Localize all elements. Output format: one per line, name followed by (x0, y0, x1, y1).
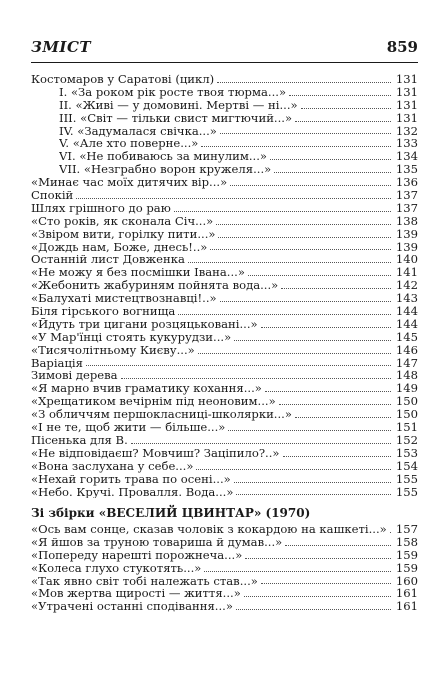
toc-leader-dots (198, 353, 391, 354)
toc-entry (31, 266, 418, 279)
toc-entry-title: I. «За роком рік росте твоя тюрма...» (59, 85, 287, 99)
toc-entry-page: 155 (395, 484, 418, 499)
toc-entry-title: VI. «Не побиваюсь за минулим...» (59, 150, 267, 164)
toc-entry-title: II. «Живі — у домовині. Мертві — ні...» (59, 98, 298, 112)
toc-entry (31, 536, 418, 549)
toc-entry-title: VII. «Незграбно ворон кружеля...» (59, 163, 272, 177)
toc-entry-page: 135 (395, 162, 418, 177)
toc-leader-dots (188, 262, 391, 263)
toc-leader-dots (220, 301, 391, 302)
toc-leader-dots (245, 558, 391, 559)
toc-list-section (31, 523, 418, 613)
toc-entry (31, 473, 418, 486)
toc-leader-dots (281, 288, 391, 289)
toc-entry (31, 305, 418, 318)
toc-entry-page: 150 (395, 394, 418, 409)
toc-entry (31, 279, 418, 292)
toc-leader-dots (230, 185, 391, 186)
toc-entry-title: «І не те, щоб жити — більше...» (31, 421, 226, 434)
toc-leader-dots (196, 469, 391, 470)
header-page-number: 859 (386, 38, 418, 56)
toc-leader-dots (174, 211, 391, 212)
toc-entry-page: 152 (395, 432, 418, 447)
toc-entry-page: 151 (395, 420, 418, 435)
toc-entry (31, 434, 418, 447)
toc-entry-title: «Утрачені останні сподівання...» (31, 600, 233, 614)
toc-entry (31, 357, 418, 370)
toc-entry-title: «Небо. Кручі. Провалля. Вода...» (31, 485, 234, 499)
toc-entry-title: IV. «Задумалася свічка...» (59, 124, 217, 138)
toc-entry-title: Спокій (31, 189, 74, 202)
toc-leader-dots (244, 596, 391, 597)
toc-entry-title: «Я марно вчив граматику кохання...» (31, 382, 262, 396)
toc-entry (31, 163, 418, 176)
toc-entry (31, 150, 418, 163)
toc-leader-dots (220, 133, 391, 134)
toc-leader-dots (216, 224, 391, 225)
toc-entry (31, 523, 418, 536)
toc-entry-title: «Не можу я без посмішки Івана...» (31, 266, 245, 280)
toc-entry-page: 161 (395, 599, 418, 614)
toc-entry-title: «Хрещатиком вечірнім під неоновим...» (31, 395, 276, 409)
toc-leader-dots (261, 327, 391, 328)
toc-entry (31, 344, 418, 357)
toc-leader-dots (228, 430, 391, 431)
toc-entry-title: «Сто років, як сконала Січ...» (31, 214, 214, 228)
toc-leader-dots (265, 391, 391, 392)
toc-entry (31, 395, 418, 408)
toc-entry-page: 139 (395, 239, 418, 254)
header-divider (31, 62, 418, 63)
toc-entry-page: 138 (395, 213, 418, 228)
toc-entry (31, 292, 418, 305)
toc-entry (31, 253, 418, 266)
toc-entry-page: 150 (395, 407, 418, 422)
toc-entry-page: 131 (395, 110, 418, 125)
toc-entry (31, 575, 418, 588)
toc-entry-title: «Ось вам сонце, сказав чоловік з кокардою на кашкеті...» (31, 523, 387, 536)
toc-entry-title: «Звіром вити, горілку пити...» (31, 227, 216, 241)
toc-entry-page: 160 (395, 573, 418, 588)
toc-entry-page: 159 (395, 560, 418, 575)
toc-entry-page: 131 (395, 97, 418, 112)
toc-leader-dots (178, 314, 391, 315)
toc-entry-page: 147 (395, 355, 418, 370)
toc-entry-title: Шлях грішного до раю (31, 201, 171, 215)
toc-entry-page: 142 (395, 278, 418, 293)
toc-entry-title: Зимові дерева (31, 369, 118, 383)
toc-leader-dots (121, 378, 391, 379)
header-title: ЗМІСТ (31, 38, 92, 56)
toc-entry-page: 132 (395, 123, 418, 138)
toc-entry-page: 149 (395, 381, 418, 396)
toc-entry (31, 460, 418, 473)
toc-entry-page: 134 (395, 149, 418, 164)
toc-entry-page: 144 (395, 316, 418, 331)
toc-leader-dots (270, 159, 391, 160)
toc-entry (31, 486, 418, 499)
toc-entry (31, 176, 418, 189)
toc-entry (31, 137, 418, 150)
toc-leader-dots (289, 95, 391, 96)
toc-entry-page: 155 (395, 471, 418, 486)
toc-entry-page: 143 (395, 291, 418, 306)
toc-entry-page: 144 (395, 304, 418, 319)
toc-leader-dots (274, 172, 391, 173)
toc-entry-page: 140 (395, 252, 418, 267)
toc-entry-page: 133 (395, 136, 418, 151)
toc-entry-title: «Не відповідаєш? Мовчиш? Заціпило?..» (31, 446, 280, 460)
toc-entry-title: «Так явно світ тобі належать став...» (31, 574, 258, 588)
toc-entry-page: 153 (395, 445, 418, 460)
toc-entry-page: 137 (395, 188, 418, 203)
toc-entry (31, 125, 418, 138)
page-header (31, 38, 418, 58)
toc-leader-dots (283, 456, 391, 457)
toc-entry-title: Варіація (31, 356, 83, 370)
toc-entry (31, 447, 418, 460)
toc-entry (31, 202, 418, 215)
toc-leader-dots (131, 443, 391, 444)
toc-entry-title: «Минає час моїх дитячих вір...» (31, 176, 228, 190)
toc-entry (31, 331, 418, 344)
toc-entry-title: «Колеса глухо стукотять...» (31, 561, 202, 575)
toc-entry (31, 549, 418, 562)
toc-entry (31, 228, 418, 241)
section-heading: Зі збірки «ВЕСЕЛИЙ ЦВИНТАР» (1970) (31, 506, 311, 520)
toc-leader-dots (248, 275, 391, 276)
toc-leader-dots (390, 532, 391, 533)
toc-entry (31, 382, 418, 395)
toc-entry-title: III. «Світ — тільки свист мигтючий...» (59, 111, 293, 125)
toc-entry-title: «Жебонить жабуриням пойнята вода...» (31, 279, 279, 293)
toc-leader-dots (236, 494, 391, 495)
toc-entry-title: Біля гірського вогнища (31, 305, 176, 318)
toc-entry (31, 215, 418, 228)
toc-entry-page: 136 (395, 175, 418, 190)
toc-entry-title: Останній лист Довженка (31, 253, 185, 267)
toc-leader-dots (261, 583, 391, 584)
toc-leader-dots (279, 404, 391, 405)
toc-leader-dots (204, 571, 391, 572)
toc-entry (31, 600, 418, 613)
toc-entry-title: V. «Але хто поверне...» (59, 137, 199, 151)
toc-leader-dots (295, 121, 391, 122)
toc-leader-dots (234, 482, 391, 483)
toc-entry-page: 161 (395, 586, 418, 601)
toc-entry (31, 73, 418, 86)
toc-entry-page: 131 (395, 72, 418, 86)
toc-leader-dots (76, 198, 391, 199)
toc-entry-page: 137 (395, 200, 418, 215)
toc-entry-title: «Йдуть три цигани розцяцьковані...» (31, 317, 258, 331)
toc-entry-page: 141 (395, 265, 418, 280)
toc-leader-dots (217, 82, 391, 83)
toc-entry-title: «Дождь нам, Боже, днесь!..» (31, 240, 208, 254)
toc-entry-title: Пісенька для В. (31, 433, 128, 447)
toc-entry (31, 112, 418, 125)
toc-entry (31, 86, 418, 99)
toc-entry (31, 369, 418, 382)
toc-entry-page: 139 (395, 226, 418, 241)
toc-entry-page: 145 (395, 329, 418, 344)
toc-entry (31, 408, 418, 421)
toc-list (31, 73, 418, 498)
toc-entry-title: «Нехай горить трава по осені...» (31, 472, 231, 486)
toc-entry-title: «Вона заслухана у себе...» (31, 459, 194, 473)
toc-entry-title: «З обличчям першокласниці-школярки...» (31, 408, 292, 422)
toc-entry (31, 189, 418, 202)
toc-entry-page: 157 (395, 522, 418, 536)
toc-entry-title: «Попереду нарешті порожнеча...» (31, 548, 243, 562)
toc-entry-title: «Мов жертва щирості — життя...» (31, 587, 241, 601)
toc-entry (31, 562, 418, 575)
toc-leader-dots (218, 237, 391, 238)
toc-leader-dots (301, 108, 391, 109)
toc-entry-page: 131 (395, 84, 418, 99)
toc-leader-dots (234, 340, 391, 341)
toc-entry (31, 421, 418, 434)
toc-entry (31, 99, 418, 112)
toc-entry-page: 148 (395, 368, 418, 383)
toc-entry-title: «Я йшов за труною товариша й думав...» (31, 535, 283, 549)
toc-leader-dots (86, 365, 391, 366)
toc-entry (31, 587, 418, 600)
toc-leader-dots (210, 249, 391, 250)
toc-entry-title: «Балухаті мистецтвознавці!..» (31, 292, 217, 306)
toc-entry-title: «Тисячолітньому Києву...» (31, 343, 195, 357)
toc-entry-title: «У Мар'їнці стоять кукурудзи...» (31, 330, 232, 344)
toc-leader-dots (285, 545, 391, 546)
toc-leader-dots (236, 609, 391, 610)
toc-entry-page: 154 (395, 458, 418, 473)
toc-entry-page: 158 (395, 534, 418, 549)
toc-entry (31, 241, 418, 254)
toc-entry-page: 159 (395, 547, 418, 562)
toc-entry (31, 318, 418, 331)
toc-leader-dots (295, 417, 391, 418)
toc-entry-title: Костомаров у Саратові (цикл) (31, 73, 215, 86)
toc-leader-dots (201, 146, 391, 147)
toc-entry-page: 146 (395, 342, 418, 357)
